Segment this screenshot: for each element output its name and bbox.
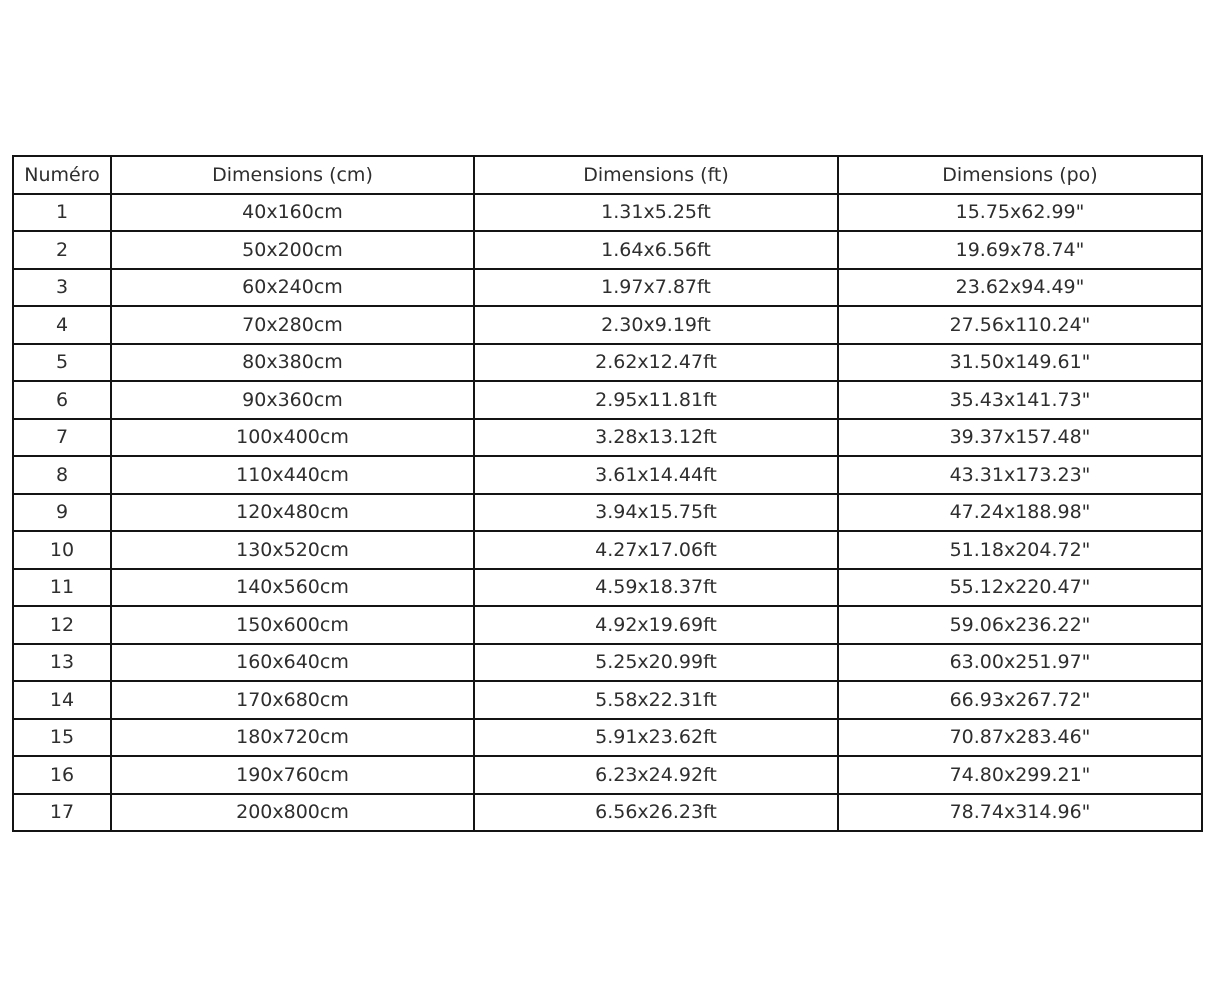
table-row — [13, 419, 1202, 457]
table-cell: 2.30x9.19ft — [474, 306, 838, 344]
table-cell: 11 — [13, 569, 111, 607]
table-cell: 15 — [13, 719, 111, 757]
table-cell: 110x440cm — [111, 456, 474, 494]
table-cell: 3 — [13, 269, 111, 307]
table-cell: 16 — [13, 756, 111, 794]
table-cell: 6 — [13, 381, 111, 419]
table-row — [13, 719, 1202, 757]
dimensions-conversion-table — [12, 155, 1203, 832]
table-cell: 5.91x23.62ft — [474, 719, 838, 757]
column-header-dimensions-cm: Dimensions (cm) — [111, 156, 474, 194]
table-cell: 47.24x188.98" — [838, 494, 1202, 532]
table-cell: 13 — [13, 644, 111, 682]
table-cell: 31.50x149.61" — [838, 344, 1202, 382]
table-cell: 17 — [13, 794, 111, 832]
table-row — [13, 269, 1202, 307]
table-cell: 180x720cm — [111, 719, 474, 757]
table-cell: 60x240cm — [111, 269, 474, 307]
table-cell: 2.62x12.47ft — [474, 344, 838, 382]
table-cell: 5.58x22.31ft — [474, 681, 838, 719]
table-cell: 10 — [13, 531, 111, 569]
table-cell: 140x560cm — [111, 569, 474, 607]
table-row — [13, 681, 1202, 719]
table-cell: 43.31x173.23" — [838, 456, 1202, 494]
table-cell: 3.61x14.44ft — [474, 456, 838, 494]
table-cell: 170x680cm — [111, 681, 474, 719]
table-cell: 5 — [13, 344, 111, 382]
table-cell: 1.31x5.25ft — [474, 194, 838, 232]
table-cell: 15.75x62.99" — [838, 194, 1202, 232]
header-row — [13, 156, 1202, 194]
table-cell: 6.56x26.23ft — [474, 794, 838, 832]
table-cell: 39.37x157.48" — [838, 419, 1202, 457]
column-header-dimensions-po: Dimensions (po) — [838, 156, 1202, 194]
table-cell: 90x360cm — [111, 381, 474, 419]
table-cell: 2.95x11.81ft — [474, 381, 838, 419]
table-cell: 78.74x314.96" — [838, 794, 1202, 832]
table-cell: 19.69x78.74" — [838, 231, 1202, 269]
table-row — [13, 794, 1202, 832]
table-cell: 59.06x236.22" — [838, 606, 1202, 644]
table-cell: 120x480cm — [111, 494, 474, 532]
table-cell: 27.56x110.24" — [838, 306, 1202, 344]
table-row — [13, 606, 1202, 644]
table-cell: 100x400cm — [111, 419, 474, 457]
table-row — [13, 644, 1202, 682]
table-row — [13, 344, 1202, 382]
table-cell: 63.00x251.97" — [838, 644, 1202, 682]
table-cell: 4 — [13, 306, 111, 344]
table-cell: 3.28x13.12ft — [474, 419, 838, 457]
table-row — [13, 756, 1202, 794]
table-cell: 150x600cm — [111, 606, 474, 644]
table-cell: 130x520cm — [111, 531, 474, 569]
table-cell: 9 — [13, 494, 111, 532]
table-cell: 80x380cm — [111, 344, 474, 382]
table-row — [13, 531, 1202, 569]
table-cell: 160x640cm — [111, 644, 474, 682]
table-cell: 200x800cm — [111, 794, 474, 832]
table-cell: 1.97x7.87ft — [474, 269, 838, 307]
table-cell: 40x160cm — [111, 194, 474, 232]
table-cell: 51.18x204.72" — [838, 531, 1202, 569]
table-body — [13, 194, 1202, 832]
table-cell: 6.23x24.92ft — [474, 756, 838, 794]
table-row — [13, 456, 1202, 494]
table-cell: 5.25x20.99ft — [474, 644, 838, 682]
table-row — [13, 306, 1202, 344]
table-cell: 3.94x15.75ft — [474, 494, 838, 532]
table-cell: 50x200cm — [111, 231, 474, 269]
column-header-dimensions-ft: Dimensions (ft) — [474, 156, 838, 194]
table-row — [13, 381, 1202, 419]
table-cell: 2 — [13, 231, 111, 269]
table-cell: 8 — [13, 456, 111, 494]
table-row — [13, 494, 1202, 532]
table-cell: 1 — [13, 194, 111, 232]
table-cell: 70.87x283.46" — [838, 719, 1202, 757]
table-row — [13, 569, 1202, 607]
table-cell: 55.12x220.47" — [838, 569, 1202, 607]
table-cell: 70x280cm — [111, 306, 474, 344]
column-header-numero: Numéro — [13, 156, 111, 194]
table-cell: 4.92x19.69ft — [474, 606, 838, 644]
table-cell: 66.93x267.72" — [838, 681, 1202, 719]
table-cell: 190x760cm — [111, 756, 474, 794]
table-cell: 23.62x94.49" — [838, 269, 1202, 307]
table-cell: 14 — [13, 681, 111, 719]
table-cell: 1.64x6.56ft — [474, 231, 838, 269]
table-cell: 7 — [13, 419, 111, 457]
table-cell: 4.59x18.37ft — [474, 569, 838, 607]
table-cell: 35.43x141.73" — [838, 381, 1202, 419]
table-cell: 74.80x299.21" — [838, 756, 1202, 794]
table-row — [13, 231, 1202, 269]
table-cell: 4.27x17.06ft — [474, 531, 838, 569]
table-row — [13, 194, 1202, 232]
table-cell: 12 — [13, 606, 111, 644]
